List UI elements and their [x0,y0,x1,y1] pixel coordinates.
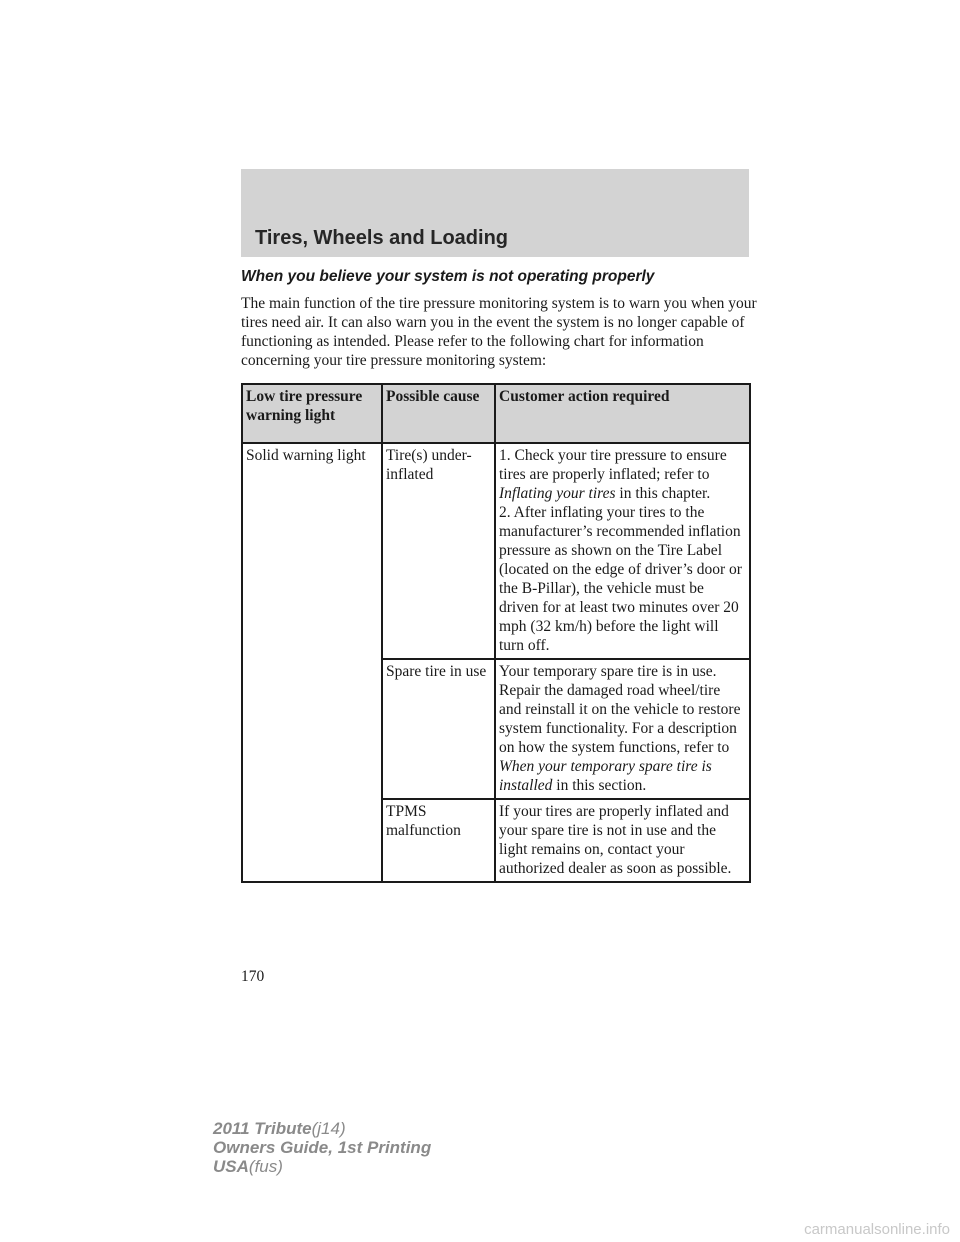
footer-imprint: 2011 Tribute(j14) Owners Guide, 1st Printing USA(fus) [213,1119,432,1176]
action-cell: Your temporary spare tire is in use. Repair the damaged road wheel/tire and reinstall it on the vehicle to restore system functionality. For a description on how the system functions, refer to When your temporary spare tire is installed in this section. [495,659,750,799]
watermark: carmanualsonline.info [804,1221,950,1238]
subheading: When you believe your system is not operating properly [241,268,655,285]
section-title: Tires, Wheels and Loading [255,227,509,249]
cause-cell: TPMS malfunction [382,799,495,882]
action-cell: If your tires are properly inflated and your spare tire is not in use and the light remains on, contact your authorized dealer as soon as possible. [495,799,750,882]
warning-light-cell: Solid warning light [242,443,382,882]
header-possible-cause: Possible cause [382,384,495,443]
table-row [242,443,750,659]
intro-paragraph: The main function of the tire pressure monitoring system is to warn you when your tires need air. It can also warn you in the event the system is no longer capable of functioning as intended. Please refer to the following chart for information concerning your tire pressure monitoring system: [241,295,757,369]
header-customer-action: Customer action required [495,384,750,443]
action-cell: 1. Check your tire pressure to ensure tires are properly inflated; refer to Inflating your tires in this chapter. 2. After inflating your tires to the manufacturer’s recommended inflation pressure as shown on the Tire Label (located on the edge of driver’s door or the B-Pillar), the vehicle must be driven for at least two minutes over 20 mph (32 km/h) before the light will turn off. [495,443,750,659]
cause-cell: Spare tire in use [382,659,495,799]
tpms-table [241,383,751,883]
reference-inflating-tires: Inflating your tires [499,485,616,502]
table-header-row [242,384,750,443]
header-warning-light: Low tire pressure warning light [242,384,382,443]
page-number: 170 [241,968,265,985]
cause-cell: Tire(s) under-inflated [382,443,495,659]
reference-spare-tire: When your temporary spare tire is installed [499,758,712,794]
